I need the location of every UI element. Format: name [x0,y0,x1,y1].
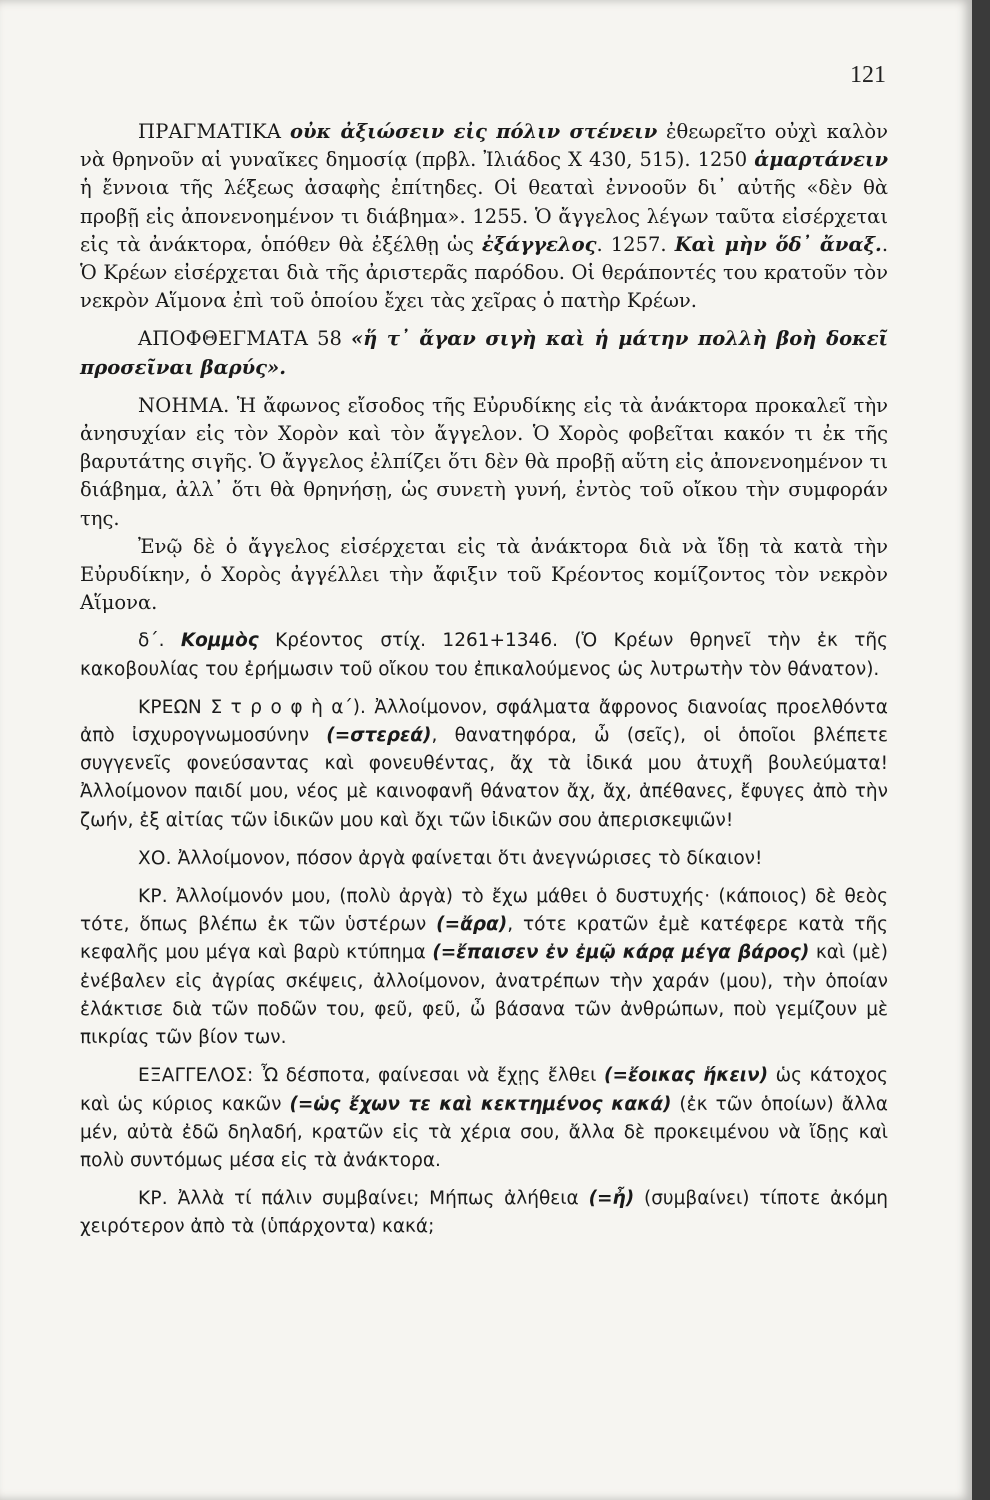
speaker-label: ΚΡΕΩΝ [138,696,202,718]
paragraph-noima-cont: Ἐνῷ δὲ ὁ ἄγγελος εἰσέρχεται εἰς τὰ ἀνάκτορα διὰ νὰ ἴδῃ τὰ κατὰ τὴν Εὐρυδίκην, ὁ Χορὸς ἀγγέλλει τὴν ἄφιξιν τοῦ Κρέοντος κομίζοντος τὸν νεκρὸν Αἵμονα. [80,534,888,615]
quoted-term: ἐξάγγελος [481,232,597,256]
section-label: ΑΠΟΦΘΕΓΜΑΤΑ [138,327,309,351]
page-number: 121 [850,62,886,88]
paragraph-exangelos: ΕΞΑΓΓΕΛΟΣ: Ὦ δέσποτα, φαίνεσαι νὰ ἔχῃς ἔλθει (=ἔοικας ἥκειν) ὡς κάτοχος καὶ ὡς κύριος κακῶν (=ὡς ἔχων τε καὶ κεκτημένος κακά) (ἐκ τῶν ὁποίων) ἄλλα μέν, αὐτὰ ἐδῶ δηλαδή, κρατῶν εἰς τὰ χέρια σου, ἄλλα δὲ προκειμένου νὰ ἴδῃς καὶ πολὺ συντόμως μέσα εἰς τὰ ἀνάκτορα. [80,1065,889,1171]
quoted-term: ἁμαρτάνειν [754,148,888,172]
quoted-term: «ἥ τ᾽ ἄγαν σιγὴ καὶ ἡ μάτην πολλὴ βοὴ δοκεῖ προσεῖναι βαρύς». [80,327,888,379]
paragraph-kr-2: ΚΡ. Ἀλλὰ τί πάλιν συμβαίνει; Μήπως ἀλήθεια (=ἦ) (συμβαίνει) τίποτε ἀκόμη χειρότερον ἀπὸ τὰ (ὑπάρχοντα) κακά; [80,1188,888,1238]
speaker-label: ΚΡ. [138,1188,168,1210]
speaker-label: ΕΞΑΓΓΕΛΟΣ: [138,1065,254,1087]
speaker-label: ΚΡ. [138,886,168,908]
quoted-term: Κομμὸς [180,630,259,652]
quoted-term: (=ἔπαισεν ἐν ἐμῷ κάρᾳ μέγα βάρος) [432,942,810,964]
quoted-term: (=ἦ) [588,1188,635,1210]
paragraph-apofthegmata: ΑΠΟΦΘΕΓΜΑΤΑ 58 «ἥ τ᾽ ἄγαν σιγὴ καὶ ἡ μάτην πολλὴ βοὴ δοκεῖ προσεῖναι βαρύς». [80,327,888,379]
body-text [80,118,888,1252]
quoted-term: (=στερεά) [326,725,432,747]
quoted-term: Καὶ μὴν ὅδ᾽ ἄναξ. [674,232,882,256]
speaker-label: ΧΟ. [138,847,172,869]
quoted-term: (=ἄρα) [436,914,508,936]
section-label: ΠΡΑΓΜΑΤΙΚΑ [138,120,282,143]
paragraph-choros: ΧΟ. Ἀλλοίμονον, πόσον ἀργὰ φαίνεται ὅτι ἀνεγνώρισες τὸ δίκαιον! [138,847,763,869]
quoted-term: οὐκ ἀξιώσειν εἰς πόλιν στένειν [289,120,658,143]
paragraph-pragmatika: ΠΡΑΓΜΑΤΙΚΑ οὐκ ἀξιώσειν εἰς πόλιν στένειν ἐθεωρεῖτο οὐχὶ καλὸν νὰ θρηνοῦν αἱ γυναῖκες δημοσίᾳ (πρβλ. Ἰλιάδος Χ 430, 515). 1250 ἁμαρτάνειν ἡ ἔννοια τῆς λέξεως ἀσαφὴς ἐπίτηδες. Οἱ θεαταὶ ἐννοοῦν δι᾽ αὐτῆς «δὲν θὰ προβῇ εἰς ἀπονενοημένον τι διάβημα». 1255. Ὁ ἄγγελος λέγων ταῦτα εἰσέρχεται εἰς τὰ ἀνάκτορα, ὁπόθεν θὰ ἐξέλθῃ ὡς ἐξάγγελος. 1257. Καὶ μὴν ὅδ᾽ ἄναξ.. Ὁ Κρέων εἰσέρχεται διὰ τῆς ἀριστερᾶς παρόδου. Οἱ θεράποντές του κρατοῦν τὸν νεκρὸν Αἵμονα ἐπὶ τοῦ ὁποίου ἔχει τὰς χεῖρας ὁ πατὴρ Κρέων. [80,120,889,313]
paragraph-kreon: ΚΡΕΩΝ Σ τ ρ ο φ ὴ α΄). Ἀλλοίμονον, σφάλματα ἄφρονος διανοίας προελθόντα ἀπὸ ἰσχυρογνωμοσύνην (=στερεά), θανατηφόρα, ὦ (σεῖς), οἱ ὁποῖοι βλέπετε συγγενεῖς φονεύσαντας καὶ φονευθέντας, ἄχ τὰ ἰδικά μου ἀτυχῆ βουλεύματα! Ἀλλοίμονον παιδί μου, νέος μὲ καινοφανῆ θάνατον ἄχ, ἄχ, ἀπέθανες, ἔφυγες ἀπὸ τὴν ζωήν, ἐξ αἰτίας τῶν ἰδικῶν μου καὶ ὄχι τῶν ἰδικῶν σου ἀπερισκεψιῶν! [80,696,888,831]
quoted-term: (=ὡς ἔχων τε καὶ κεκτημένος κακά) [289,1093,672,1115]
paragraph-kr-1: ΚΡ. Ἀλλοίμονόν μου, (πολὺ ἀργὰ) τὸ ἔχω μάθει ὁ δυστυχής· (κάποιος) δὲ θεὸς τότε, ὅπως βλέπω ἐκ τῶν ὑστέρων (=ἄρα), τότε κρατῶν ἐμὲ κατέφερε κατὰ τῆς κεφαλῆς μου μέγα καὶ βαρὺ κτύπημα (=ἔπαισεν ἐν ἐμῷ κάρᾳ μέγα βάρος) καὶ (μὲ) ἐνέβαλεν εἰς ἀγρίας σκέψεις, ἀλλοίμονον, ἀνατρέπων τὴν χαράν (μου), τὴν ὁποίαν ἐλάκτισε διὰ τῶν ποδῶν του, φεῦ, φεῦ, ὦ βάσανα τῶν ἀνθρώπων, ποὺ γεμίζουν μὲ πικρίας τῶν βίον των. [80,886,889,1049]
paragraph-kommos: δ΄. Κομμὸς Κρέοντος στίχ. 1261+1346. (Ὁ Κρέων θρηνεῖ τὴν ἐκ τῆς κακοβουλίας του ἐρήμωσιν τοῦ οἴκου του ἐπικαλούμενος ὡς λυτρωτὴν τὸν θάνατον). [80,630,888,680]
quoted-term: (=ἔοικας ἥκειν) [603,1065,769,1087]
section-label: ΝΟΗΜΑ. [138,393,230,417]
paragraph-noima: ΝΟΗΜΑ. Ἡ ἄφωνος εἴσοδος τῆς Εὐρυδίκης εἰς τὰ ἀνάκτορα προκαλεῖ τὴν ἀνησυχίαν εἰς τὸν Χορὸν καὶ τὸν ἄγγελον. Ὁ Χορὸς φοβεῖται κακόν τι ἐκ τῆς βαρυτάτης σιγῆς. Ὁ ἄγγελος ἐλπίζει ὅτι δὲν θὰ προβῇ αὕτη εἰς ἀπονενοημένον τι διάβημα, ἀλλ᾽ ὅτι θὰ θρηνήσῃ, ὡς συνετὴ γυνή, ἐντὸς τοῦ οἴκου τὴν συμφοράν της. [80,393,888,530]
